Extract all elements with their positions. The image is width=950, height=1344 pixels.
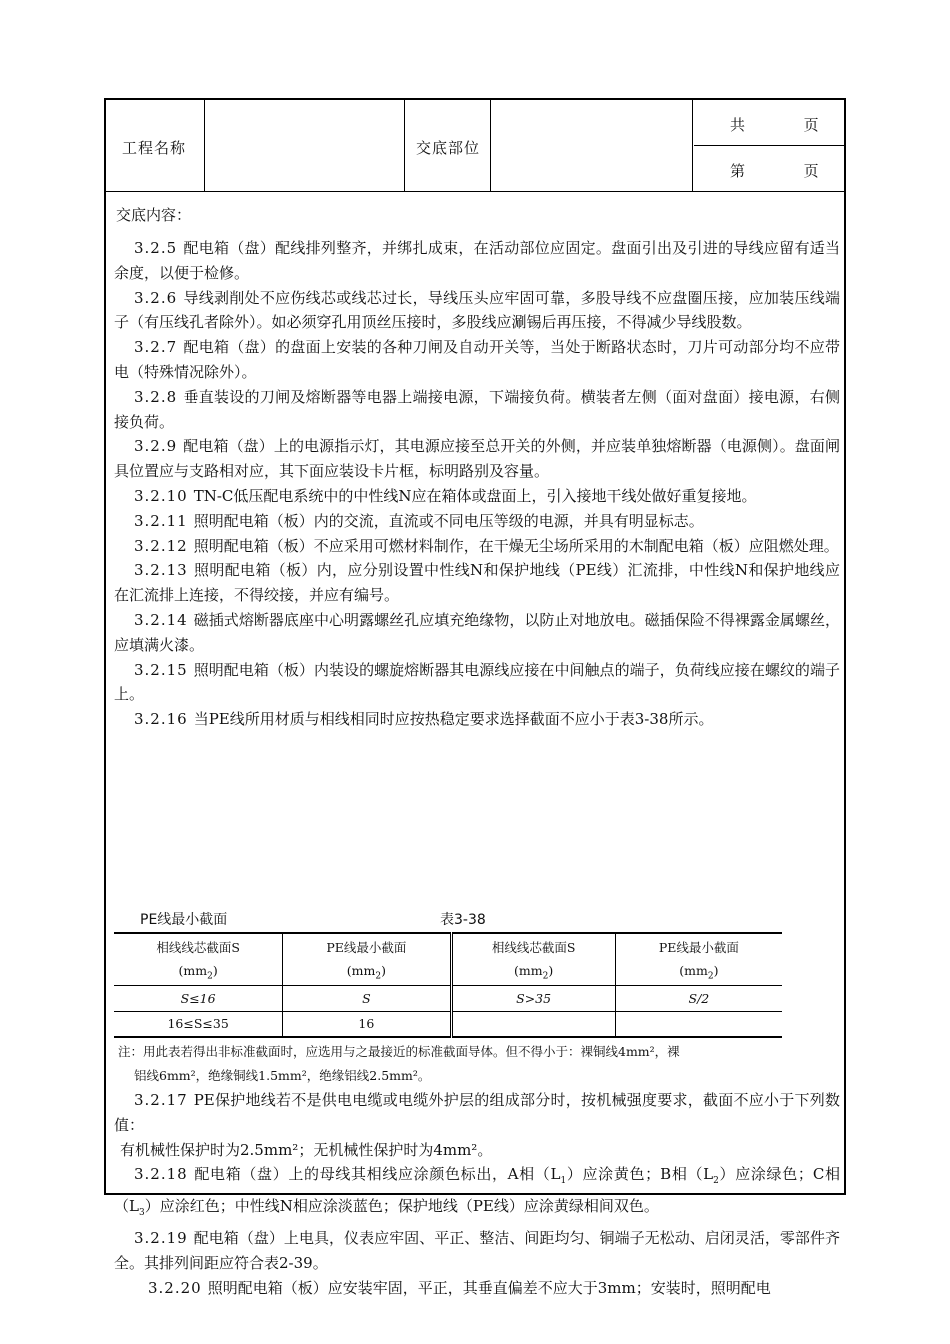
table-note-line-2: 铝线6mm²，绝缘铜线1.5mm²，绝缘铝线2.5mm²。	[134, 1068, 431, 1083]
paragraph: 3.2.20 照明配电箱（板）应安装牢固，平正，其垂直偏差不应大于3mm；安装时，照明配电	[148, 1278, 771, 1297]
table-row	[114, 1011, 782, 1037]
paragraph	[114, 558, 840, 608]
paragraph-number: 3.2.13	[134, 561, 188, 580]
paragraph	[114, 385, 840, 435]
paragraph-number: 3.2.10	[134, 486, 188, 505]
header-divider	[404, 100, 405, 191]
pe-table	[114, 932, 782, 1038]
paragraph-text: 导线剥削处不应伤线芯或线芯过长，导线压头应牢固可靠，多股导线不应盘圈压接，应加装压线端子（有压线孔者除外）。如必须穿孔用顶丝压接时，多股线应涮锡后再压接，不得减少导线股数。	[114, 288, 840, 332]
paragraph	[114, 658, 840, 708]
handover-part-label: 交底部位	[416, 139, 481, 157]
paragraph	[114, 484, 840, 509]
header-divider	[694, 145, 844, 146]
page-number-label: 第 页	[730, 162, 820, 180]
total-pages-label: 共 页	[730, 116, 820, 134]
paragraph	[114, 707, 840, 732]
header-divider	[490, 100, 491, 191]
paragraph-text: 配电箱（盘）的盘面上安装的各种刀闸及自动开关等，当处于断路状态时，刀片可动部分均不应带电（特殊情况除外）。	[114, 338, 840, 381]
table-cell: S>35	[451, 985, 615, 1011]
table-title: PE线最小截面	[140, 912, 228, 928]
table-cell: 16≤S≤35	[167, 1016, 229, 1032]
table-unit-cell: $(mm_2)$	[615, 959, 782, 985]
paragraph-number: 3.2.16	[134, 710, 188, 729]
paragraph-text: 垂直装设的刀闸及熔断器等电器上端接电源，下端接负荷。横装者左侧（面对盘面）接电源，右侧接负荷。	[114, 387, 840, 431]
table-unit-cell: $(mm_2)$	[283, 959, 451, 985]
content-intro: 交底内容：	[116, 206, 192, 224]
paragraph	[114, 509, 840, 534]
paragraph: 3.2.18 配电箱（盘）上的母线其相线应涂颜色标出，A相$(L_1)$应涂黄色；B相$(L_2)$应涂绿色；C相$(L_3)$应涂红色；中性线N相应涂淡蓝色；保护地线（PE线）应涂黄绿相间双色。	[114, 1165, 840, 1219]
paragraph-text: 当PE线所用材质与相线相同时应按热稳定要求选择截面不应小于表3-38所示。	[193, 710, 714, 729]
paragraph: 有机械性保护时为2.5mm²；无机械性保护时为4mm²。	[120, 1140, 493, 1159]
table-row	[114, 985, 782, 1011]
paragraph-number: 3.2.8	[134, 387, 178, 406]
paragraph-text: 磁插式熔断器底座中心明露螺丝孔应填充绝缘物，以防止对地放电。磁插保险不得裸露金属螺丝，应填满火漆。	[114, 610, 840, 654]
table-unit-cell: $(mm_2)$	[451, 959, 615, 985]
project-name-label: 工程名称	[122, 139, 187, 157]
table-cell	[615, 1011, 782, 1037]
table-cell: S	[283, 985, 451, 1011]
paragraph-number: 3.2.14	[134, 610, 188, 629]
header-divider	[204, 100, 205, 191]
table-unit-cell: $(mm_2)$	[178, 962, 218, 981]
paragraph: 3.2.19 配电箱（盘）上电具，仪表应牢固、平正、整洁、间距均匀、铜端子无松动、启闭灵活，零部件齐全。其排列间距应符合表2-39。	[114, 1228, 840, 1272]
paragraph-text: 照明配电箱（板）内的交流，直流或不同电压等级的电源，并具有明显标志。	[193, 511, 704, 530]
table-note-line-1: 注：用此表若得出非标准截面时，应选用与之最接近的标准截面导体。但不得小于：裸铜线4mm²，裸	[118, 1044, 680, 1059]
paragraph-number: 3.2.12	[134, 536, 188, 555]
paragraph-list-2	[114, 1088, 840, 1300]
th-pe-area: PE线最小截面	[326, 939, 407, 955]
paragraph-text: 照明配电箱（板）内，应分别设置中性线N和保护地线（PE线）汇流排，中性线N和保护地线应在汇流排上连接，不得绞接，并应有编号。	[114, 561, 840, 605]
table-cell: S/2	[615, 985, 782, 1011]
th-phase-area: 相线线芯截面S	[491, 939, 576, 955]
paragraph	[114, 534, 840, 559]
paragraph-text: 照明配电箱（板）不应采用可燃材料制作，在干燥无尘场所采用的木制配电箱（板）应阻燃处理。	[193, 536, 839, 555]
paragraph-list	[114, 236, 840, 732]
paragraph-number: 3.2.11	[134, 511, 188, 530]
paragraph-number: 3.2.7	[134, 338, 178, 357]
paragraph-number: 3.2.6	[134, 288, 178, 307]
table-number: 表3-38	[440, 912, 486, 928]
header-table	[106, 100, 844, 192]
table-cell	[451, 1011, 615, 1037]
paragraph	[114, 236, 840, 286]
table-header-cell	[283, 933, 451, 959]
paragraph	[114, 608, 840, 658]
th-pe-area: PE线最小截面	[658, 939, 739, 955]
paragraph-number: 3.2.15	[134, 660, 188, 679]
paragraph-number: 3.2.9	[134, 437, 178, 456]
th-phase-area: 相线线芯截面S	[156, 939, 240, 955]
document-frame	[104, 98, 846, 1297]
paragraph-text: TN-C低压配电系统中的中性线N应在箱体或盘面上，引入接地干线处做好重复接地。	[193, 486, 757, 505]
table-cell: S≤16	[180, 990, 216, 1006]
paragraph-text: 照明配电箱（板）内装设的螺旋熔断器其电源线应接在中间触点的端子，负荷线应接在螺纹的端子上。	[114, 660, 840, 704]
paragraph-number: 3.2.5	[134, 239, 178, 257]
paragraph	[114, 434, 840, 484]
table-header-cell	[615, 933, 782, 959]
table-header-cell	[114, 933, 283, 959]
paragraph	[114, 335, 840, 385]
table-header-cell	[451, 933, 615, 959]
paragraph-text: 配电箱（盘）配线排列整齐，并绑扎成束，在活动部位应固定。盘面引出及引进的导线应留有适当余度，以便于检修。	[114, 239, 840, 282]
table-cell: 16	[283, 1011, 451, 1037]
header-divider	[692, 100, 693, 191]
paragraph	[114, 286, 840, 336]
paragraph: 3.2.17 PE保护地线若不是供电电缆或电缆外护层的组成部分时，按机械强度要求，截面不应小于下列数值：	[114, 1091, 840, 1134]
paragraph-text: 配电箱（盘）上的电源指示灯，其电源应接至总开关的外侧，并应装单独熔断器（电源侧）。盘面闸具位置应与支路相对应，其下面应装设卡片框，标明路别及容量。	[114, 437, 840, 481]
